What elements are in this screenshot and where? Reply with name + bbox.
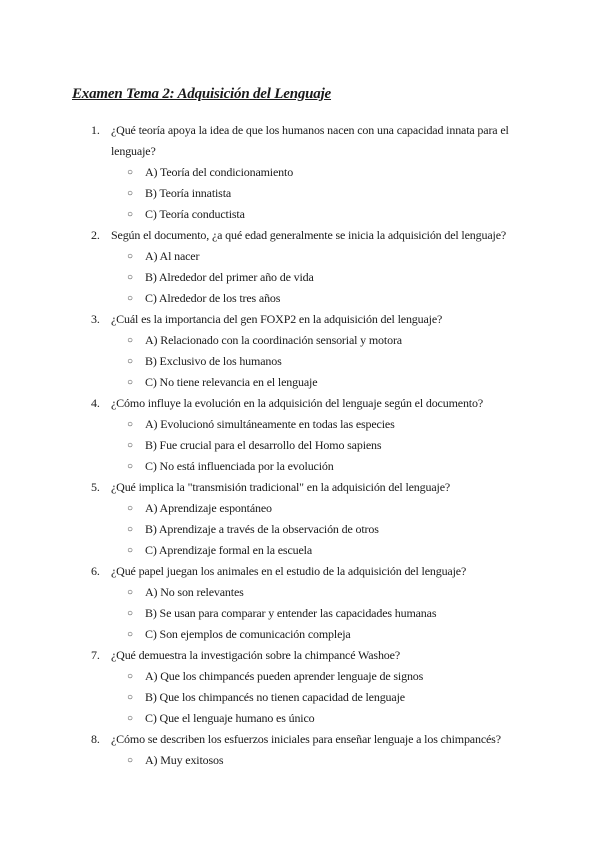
question-text: ¿Qué demuestra la investigación sobre la chimpancé Washoe? bbox=[111, 648, 400, 662]
answer-option-text: A) Aprendizaje espontáneo bbox=[145, 501, 272, 515]
answer-option-text: C) Aprendizaje formal en la escuela bbox=[145, 543, 313, 557]
question-item bbox=[0, 393, 600, 477]
answer-option bbox=[0, 708, 600, 729]
answer-option bbox=[0, 435, 600, 456]
answer-option bbox=[0, 603, 600, 624]
answer-option bbox=[0, 246, 600, 267]
hollow-circle-bullet-icon: ○ bbox=[127, 692, 133, 703]
answer-option bbox=[0, 666, 600, 687]
answer-option bbox=[0, 750, 600, 771]
hollow-circle-bullet-icon: ○ bbox=[127, 419, 133, 430]
hollow-circle-bullet-icon: ○ bbox=[127, 440, 133, 451]
hollow-circle-bullet-icon: ○ bbox=[127, 671, 133, 682]
question-item bbox=[0, 477, 600, 561]
hollow-circle-bullet-icon: ○ bbox=[127, 356, 133, 367]
question-text: ¿Cuál es la importancia del gen FOXP2 en la adquisición del lenguaje? bbox=[111, 312, 443, 326]
answer-option-text: B) Teoría innatista bbox=[145, 186, 232, 200]
question-list bbox=[0, 120, 600, 771]
question-text: ¿Cómo influye la evolución en la adquisición del lenguaje según el documento? bbox=[111, 396, 484, 410]
question-number: 8. bbox=[91, 732, 100, 746]
question-item bbox=[0, 729, 600, 771]
answer-option bbox=[0, 162, 600, 183]
hollow-circle-bullet-icon: ○ bbox=[127, 503, 133, 514]
answer-option bbox=[0, 687, 600, 708]
option-list bbox=[0, 498, 600, 561]
answer-option bbox=[0, 540, 600, 561]
answer-option-text: C) Teoría conductista bbox=[145, 207, 245, 221]
question-row bbox=[0, 120, 600, 162]
hollow-circle-bullet-icon: ○ bbox=[127, 188, 133, 199]
answer-option bbox=[0, 204, 600, 225]
answer-option-text: A) Al nacer bbox=[145, 249, 200, 263]
answer-option bbox=[0, 456, 600, 477]
hollow-circle-bullet-icon: ○ bbox=[127, 524, 133, 535]
answer-option bbox=[0, 288, 600, 309]
question-text: ¿Qué teoría apoya la idea de que los humanos nacen con una capacidad innata para el lenguaje? bbox=[111, 123, 509, 158]
question-text: ¿Qué implica la "transmisión tradicional" en la adquisición del lenguaje? bbox=[111, 480, 451, 494]
answer-option bbox=[0, 372, 600, 393]
exam-title: Examen Tema 2: Adquisición del Lenguaje bbox=[72, 86, 332, 102]
answer-option bbox=[0, 414, 600, 435]
question-row bbox=[0, 309, 600, 330]
question-item bbox=[0, 120, 600, 225]
answer-option-text: A) Muy exitosos bbox=[145, 753, 224, 767]
hollow-circle-bullet-icon: ○ bbox=[127, 608, 133, 619]
question-number: 4. bbox=[91, 396, 100, 410]
question-item bbox=[0, 225, 600, 309]
answer-option-text: B) Fue crucial para el desarrollo del Homo sapiens bbox=[145, 438, 382, 452]
question-item bbox=[0, 561, 600, 645]
answer-option bbox=[0, 183, 600, 204]
answer-option-text: C) Son ejemplos de comunicación compleja bbox=[145, 627, 351, 641]
answer-option-text: A) Teoría del condicionamiento bbox=[145, 165, 294, 179]
question-number: 3. bbox=[91, 312, 100, 326]
hollow-circle-bullet-icon: ○ bbox=[127, 167, 133, 178]
hollow-circle-bullet-icon: ○ bbox=[127, 461, 133, 472]
answer-option-text: A) No son relevantes bbox=[145, 585, 244, 599]
option-list bbox=[0, 330, 600, 393]
hollow-circle-bullet-icon: ○ bbox=[127, 293, 133, 304]
answer-option-text: B) Exclusivo de los humanos bbox=[145, 354, 282, 368]
answer-option-text: C) Alrededor de los tres años bbox=[145, 291, 281, 305]
option-list bbox=[0, 246, 600, 309]
answer-option bbox=[0, 498, 600, 519]
question-text: ¿Cómo se describen los esfuerzos iniciales para enseñar lenguaje a los chimpancés? bbox=[111, 732, 501, 746]
question-text: ¿Qué papel juegan los animales en el estudio de la adquisición del lenguaje? bbox=[111, 564, 467, 578]
question-number: 7. bbox=[91, 648, 100, 662]
option-list bbox=[0, 162, 600, 225]
question-row bbox=[0, 645, 600, 666]
option-list bbox=[0, 750, 600, 771]
question-number: 1. bbox=[91, 123, 100, 137]
option-list bbox=[0, 666, 600, 729]
question-row bbox=[0, 477, 600, 498]
answer-option-text: C) No tiene relevancia en el lenguaje bbox=[145, 375, 318, 389]
answer-option bbox=[0, 519, 600, 540]
answer-option bbox=[0, 330, 600, 351]
hollow-circle-bullet-icon: ○ bbox=[127, 713, 133, 724]
hollow-circle-bullet-icon: ○ bbox=[127, 755, 133, 766]
question-item bbox=[0, 309, 600, 393]
question-number: 5. bbox=[91, 480, 100, 494]
answer-option-text: C) No está influenciada por la evolución bbox=[145, 459, 334, 473]
option-list bbox=[0, 414, 600, 477]
hollow-circle-bullet-icon: ○ bbox=[127, 629, 133, 640]
answer-option bbox=[0, 624, 600, 645]
answer-option bbox=[0, 351, 600, 372]
question-row bbox=[0, 225, 600, 246]
answer-option-text: A) Que los chimpancés pueden aprender lenguaje de signos bbox=[145, 669, 424, 683]
hollow-circle-bullet-icon: ○ bbox=[127, 272, 133, 283]
hollow-circle-bullet-icon: ○ bbox=[127, 545, 133, 556]
question-item bbox=[0, 645, 600, 729]
question-row bbox=[0, 393, 600, 414]
answer-option-text: C) Que el lenguaje humano es único bbox=[145, 711, 315, 725]
option-list bbox=[0, 582, 600, 645]
question-number: 2. bbox=[91, 228, 100, 242]
hollow-circle-bullet-icon: ○ bbox=[127, 335, 133, 346]
answer-option-text: A) Evolucionó simultáneamente en todas las especies bbox=[145, 417, 395, 431]
answer-option-text: B) Alrededor del primer año de vida bbox=[145, 270, 314, 284]
hollow-circle-bullet-icon: ○ bbox=[127, 251, 133, 262]
question-number: 6. bbox=[91, 564, 100, 578]
answer-option-text: A) Relacionado con la coordinación sensorial y motora bbox=[145, 333, 402, 347]
question-text: Según el documento, ¿a qué edad generalmente se inicia la adquisición del lenguaje? bbox=[111, 228, 507, 242]
answer-option bbox=[0, 582, 600, 603]
hollow-circle-bullet-icon: ○ bbox=[127, 209, 133, 220]
hollow-circle-bullet-icon: ○ bbox=[127, 587, 133, 598]
question-row bbox=[0, 729, 600, 750]
answer-option bbox=[0, 267, 600, 288]
answer-option-text: B) Se usan para comparar y entender las capacidades humanas bbox=[145, 606, 437, 620]
answer-option-text: B) Aprendizaje a través de la observación de otros bbox=[145, 522, 379, 536]
answer-option-text: B) Que los chimpancés no tienen capacidad de lenguaje bbox=[145, 690, 405, 704]
hollow-circle-bullet-icon: ○ bbox=[127, 377, 133, 388]
question-row bbox=[0, 561, 600, 582]
